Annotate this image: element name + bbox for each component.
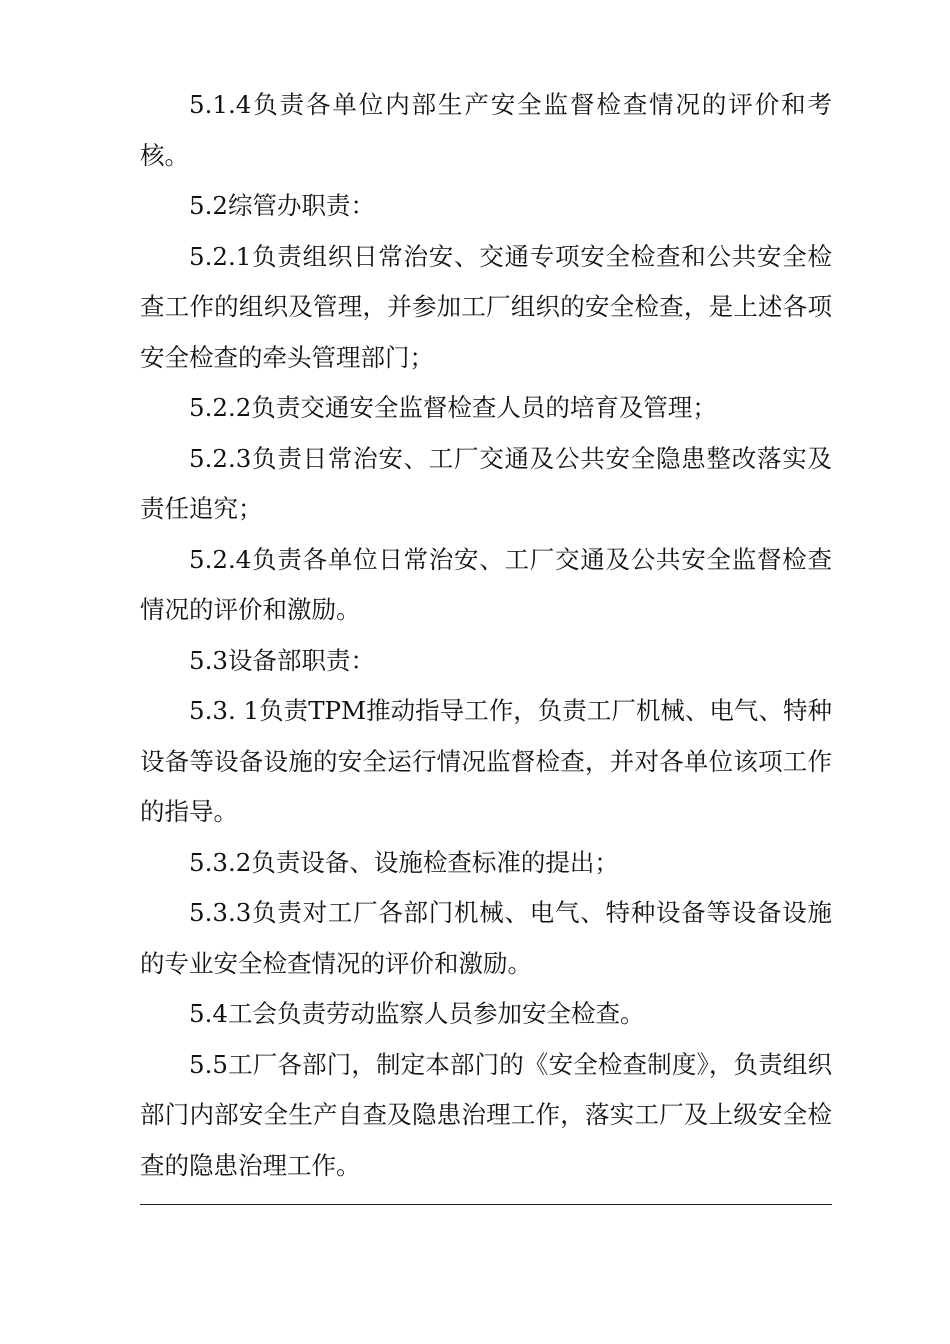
document-body [140,80,832,1191]
footer-divider [140,1204,832,1205]
paragraph-5-2-3: 5.2.3负责日常治安、工厂交通及公共安全隐患整改落实及责任追究； [140,443,832,523]
paragraph-5-4: 5.4工会负责劳动监察人员参加安全检查。 [189,999,645,1028]
paragraph-5-3-1: 5.3. 1负责TPM推动指导工作，负责工厂机械、电气、特种设备等设备设施的安全运行情况监督检查，并对各单位该项工作的指导。 [140,696,832,826]
paragraph-5-3-2: 5.3.2负责设备、设施检查标准的提出； [189,847,619,877]
heading-5-2: 5.2综管办职责： [189,191,375,220]
paragraph-5-3-3: 5.3.3负责对工厂各部门机械、电气、特种设备等设备设施的专业安全检查情况的评价和激励。 [140,898,832,978]
paragraph-5-1-4: 5.1.4负责各单位内部生产安全监督检查情况的评价和考核。 [140,90,832,170]
heading-5-3: 5.3设备部职责： [189,645,375,675]
paragraph-5-2-4: 5.2.4负责各单位日常治安、工厂交通及公共安全监督检查情况的评价和激励。 [140,544,832,624]
paragraph-5-2-2: 5.2.2负责交通安全监督检查人员的培育及管理； [189,393,717,422]
paragraph-5-5: 5.5工厂各部门，制定本部门的《安全检查制度》，负责组织部门内部安全生产自查及隐患治理工作，落实工厂及上级安全检查的隐患治理工作。 [140,1049,832,1180]
paragraph-5-2-1: 5.2.1负责组织日常治安、交通专项安全检查和公共安全检查工作的组织及管理，并参加工厂组织的安全检查，是上述各项安全检查的牵头管理部门； [140,241,832,372]
